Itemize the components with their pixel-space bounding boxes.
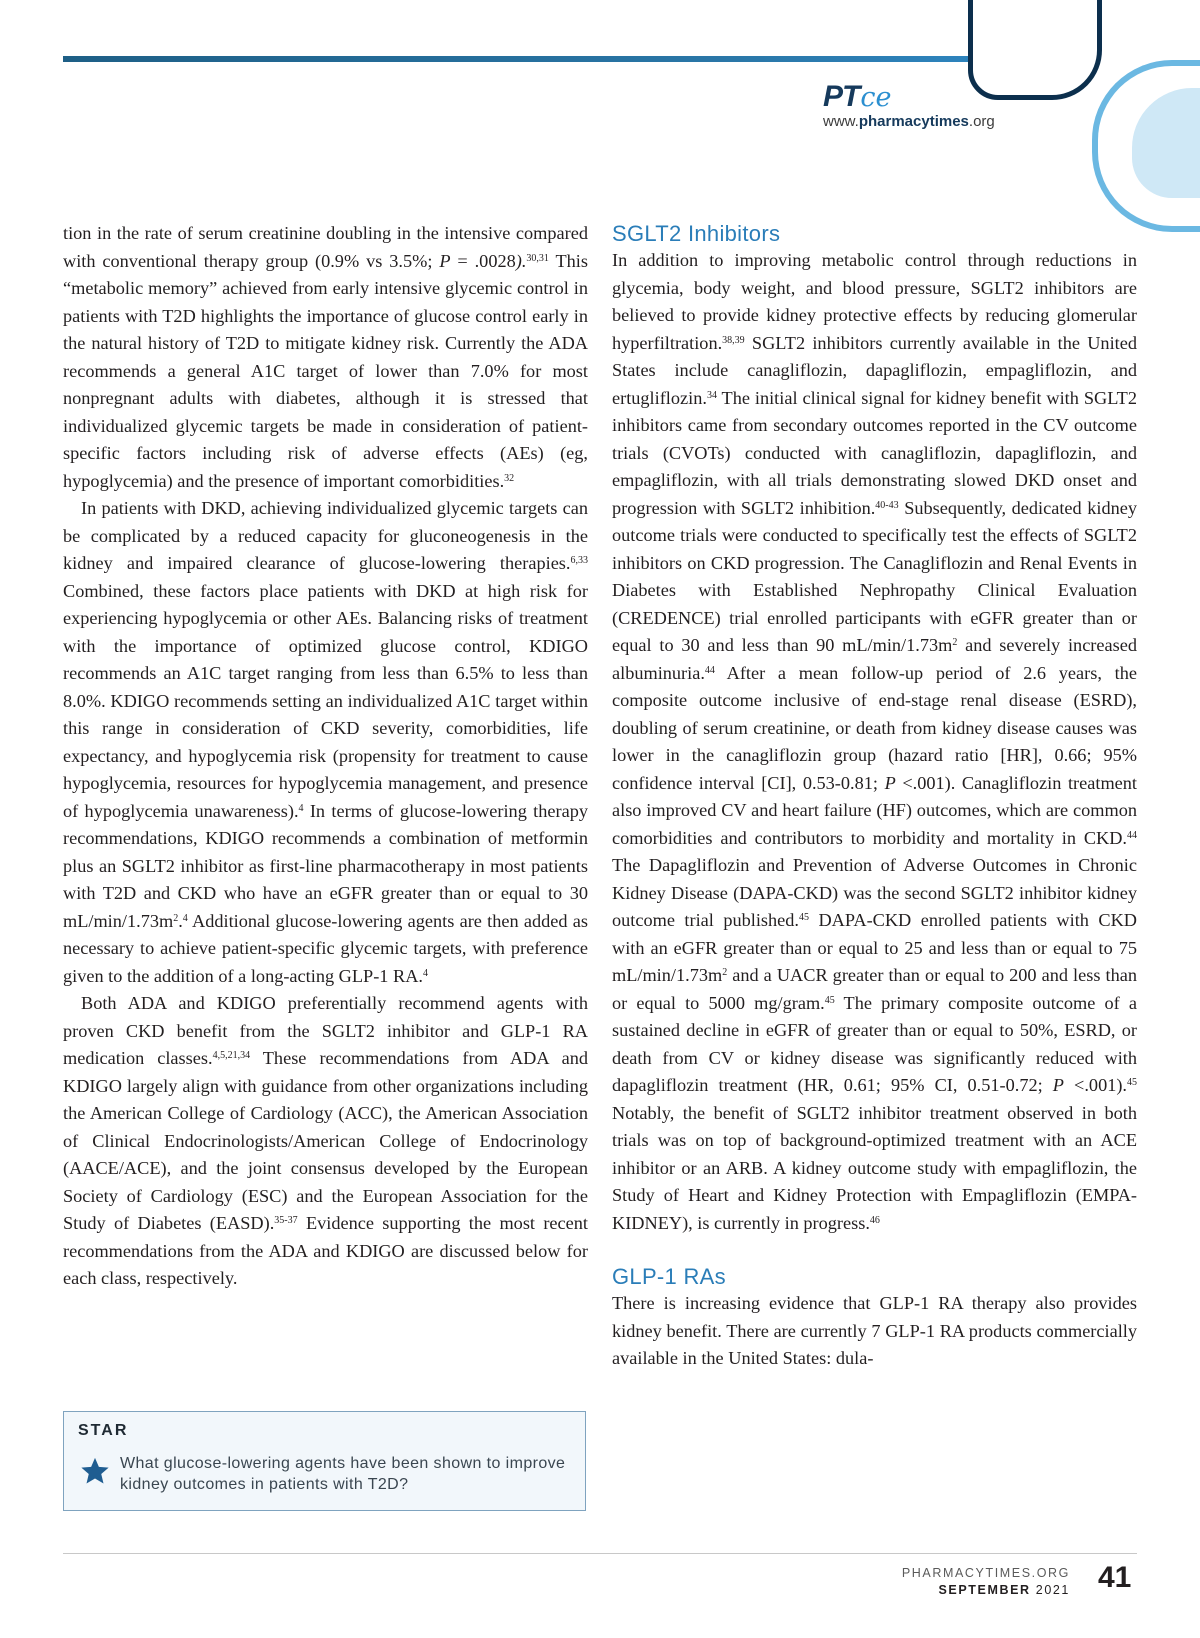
footer-month: SEPTEMBER xyxy=(938,1583,1031,1597)
page-number: 41 xyxy=(1098,1561,1132,1594)
section-spacer xyxy=(612,1237,1137,1263)
text-run: tion in the rate of serum creatinine doubling in the intensive compared with conventional therapy group (0.9% vs 3.5%; xyxy=(63,223,588,271)
decorative-shape xyxy=(1132,88,1200,198)
site-url-suffix: .org xyxy=(968,113,995,130)
text-run: Additional glucose-lowering agents are then added as necessary to achieve patient-specific glycemic targets, with preference given to the addition of a long-acting GLP-1 RA. xyxy=(63,910,588,986)
citation: 45 xyxy=(799,912,809,923)
site-url-prefix: www. xyxy=(823,113,859,130)
citation: 4 xyxy=(298,802,304,814)
text-run: Subsequently, dedicated kidney outcome trials were conducted to specifically test the effects of SGLT2 inhibitors on CKD progression. The Canagliflozin and Renal Events in Diabetes with Established Nephropathy Clinical Evaluation (CREDENCE) trial enrolled participants with eGFR greater than or equal to 30 and less than 90 mL/min/1.73m xyxy=(612,497,1137,655)
text-run-italic: P xyxy=(1052,1075,1064,1095)
text-run: In patients with DKD, achieving individualized glycemic targets can be complicated by a reduced capacity for gluconeogenesis in the kidney and impaired clearance of glucose-lowering therapies. xyxy=(63,498,588,573)
text-run: This “metabolic memory” achieved from early intensive glycemic control in patients with T2D highlights the importance of glucose control early in the natural history of T2D to mitigate kidney risk. Currently the ADA recommends a general A1C target of lower than 7.0% for most nonpregnant adults with diabetes, although it is stressed that individualized glycemic targets be made in consideration of patient-specific factors including risk of adverse effects (AEs) (eg, hypoglycemia) and the presence of important comorbidities. xyxy=(63,250,588,491)
section-heading-sglt2: SGLT2 Inhibitors xyxy=(612,221,781,246)
citation: 30,31 xyxy=(526,252,549,264)
citation: 40-43 xyxy=(875,499,899,511)
text-run: <.001). xyxy=(1063,1075,1128,1095)
ptce-logo[interactable] xyxy=(823,80,1033,130)
text-run: After a mean follow-up period of 2.6 years, the composite outcome inclusive of end-stage renal disease (ESRD), doubling of serum creatinine, or death from kidney disease causes was lower in the canagliflozin group (hazard ratio [HR], 0.66; 95% confidence interval [CI], 0.53-0.81; xyxy=(612,662,1137,793)
paragraph xyxy=(63,220,588,495)
star-callout xyxy=(63,1411,586,1511)
star-callout-question: What glucose-lowering agents have been shown to improve kidney outcomes in patients with T2D? xyxy=(120,1455,566,1493)
citation: 6,33 xyxy=(570,555,588,566)
citation: 4 xyxy=(182,912,188,924)
site-url-brand: pharmacytimes xyxy=(858,113,969,130)
superscript: 2 xyxy=(952,637,958,648)
citation: 45 xyxy=(1127,1077,1138,1088)
footer-site: PHARMACYTIMES.ORG xyxy=(901,1566,1070,1580)
text-run: Evidence supporting the most recent recommendations from the ADA and KDIGO are discussed below for each class, respectively. xyxy=(63,1213,588,1288)
text-run: and a UACR greater than or equal to 200 and less than or equal to 5000 mg/gram. xyxy=(612,965,1137,1013)
text-run: Combined, these factors place patients with DKD at high risk for experiencing hypoglycemia or other AEs. Balancing risks of treatment with the importance of optimized glucose control, KDIGO recommends an A1C target ranging from less than 6.5% to less than 8.0%. KDIGO recommends setting an individualized A1C target within this range in consideration of CKD severity, comorbidities, life expectancy, and hypoglycemia risk (propensity for treatment to cause hypoglycemia, resources for hypoglycemia management, and presence of hypoglycemia unawareness). xyxy=(63,580,588,821)
paragraph xyxy=(63,990,588,1293)
star-callout-title: STAR xyxy=(78,1422,129,1439)
text-run: Both ADA and KDIGO preferentially recommend agents with proven CKD benefit from the SGLT2 inhibitor and GLP-1 RA medication classes. xyxy=(63,993,588,1068)
paragraph: There is increasing evidence that GLP-1 RA therapy also provides kidney benefit. There are currently 7 GLP-1 RA products commercially available in the United States: dula- xyxy=(612,1293,1137,1368)
superscript: 2 xyxy=(722,967,728,978)
citation: 46 xyxy=(869,1214,880,1226)
text-run: . xyxy=(178,910,183,931)
left-column xyxy=(63,220,588,1293)
header-rule xyxy=(63,56,1023,62)
text-run: In addition to improving metabolic control through reductions in glycemia, body weight, and blood pressure, SGLT2 inhibitors are believed to provide kidney protective effects by reducing glomerular hyperfiltration. xyxy=(612,250,1137,353)
paragraph xyxy=(612,247,1137,1237)
text-run: Notably, the benefit of SGLT2 inhibitor treatment observed in both trials was on top of background-optimized treatment with an ACE inhibitor or an ARB. A kidney outcome study with empagliflozin, the Study of Heart and Kidney Protection with Empagliflozin (EMPA-KIDNEY), is currently in progress. xyxy=(612,1102,1137,1233)
citation: 34 xyxy=(706,389,717,401)
text-run: = .0028 xyxy=(450,250,516,271)
text-run: <.001). Canagliflozin treatment also improved CV and heart failure (HF) outcomes, which are common comorbidities and contributors to morbidity and mortality in CKD. xyxy=(612,772,1137,848)
decorative-arc xyxy=(1092,60,1200,232)
citation: 44 xyxy=(704,664,715,676)
footer-year: 2021 xyxy=(1035,1583,1070,1597)
text-run: The Dapagliflozin and Prevention of Adverse Outcomes in Chronic Kidney Disease (DAPA-CKD) was the second SGLT2 inhibitor kidney outcome trial published. xyxy=(612,855,1137,930)
text-run: SGLT2 inhibitors currently available in the United States include canagliflozin, dapagliflozin, empagliflozin, and ertugliflozin. xyxy=(612,332,1137,408)
citation: 44 xyxy=(1127,829,1137,841)
citation: 4,5,21,34 xyxy=(212,1050,251,1061)
logo-ce: ce xyxy=(860,82,892,113)
text-run: DAPA-CKD enrolled patients with CKD with an eGFR greater than or equal to 25 and less than or equal to 75 mL/min/1.73m xyxy=(612,910,1137,985)
logo-pt: PT xyxy=(823,80,860,113)
text-run: and severely increased albuminuria. xyxy=(612,635,1137,683)
text-run: The primary composite outcome of a sustained decline in eGFR of greater than or equal to 50%, ESRD, or death from CV or kidney disease was significantly reduced with dapagliflozin treatment (HR, 0.61; 95% CI, 0.51-0.72; xyxy=(612,992,1137,1095)
text-run-italic: P xyxy=(439,250,451,271)
text-run: These recommendations from ADA and KDIGO largely align with guidance from other organizations including the American College of Cardiology (ACC), the American Association of Clinical Endocrinologists/American College of Endocrinology (AACE/ACE), and the joint consensus developed by the European Society of Cardiology (ESC) and the European Association for the Study of Diabetes (EASD). xyxy=(63,1048,588,1233)
citation: 45 xyxy=(824,994,835,1006)
citation: 35-37 xyxy=(274,1215,298,1226)
paragraph xyxy=(63,495,588,990)
citation: 32 xyxy=(504,472,515,484)
text-run-italic: ). xyxy=(515,250,527,271)
text-run-italic: P xyxy=(884,772,896,793)
text-run: The initial clinical signal for kidney benefit with SGLT2 inhibitors came from secondary outcomes reported in the CV outcome trials (CVOTs) conducted with canagliflozin, dapagliflozin, and empagliflozin, with all trials demonstrating slowed DKD onset and progression with SGLT2 inhibition. xyxy=(612,387,1137,518)
star-icon xyxy=(80,1456,110,1486)
superscript: 2 xyxy=(173,912,179,924)
site-url[interactable] xyxy=(823,113,1033,130)
footer-rule xyxy=(63,1553,1137,1554)
section-heading-glp1: GLP-1 RAs xyxy=(612,1264,726,1289)
right-column xyxy=(612,220,1137,1373)
citation: 38,39 xyxy=(722,334,745,346)
citation: 4 xyxy=(422,967,428,979)
text-run: In terms of glucose-lowering therapy recommendations, KDIGO recommends a combination of metformin plus an SGLT2 inhibitor as first-line pharmacotherapy in most patients with T2D and CKD who have an eGFR greater than or equal to 30 mL/min/1.73m xyxy=(63,800,588,931)
logo-mark xyxy=(823,80,1033,114)
footer-date xyxy=(880,1583,1070,1597)
